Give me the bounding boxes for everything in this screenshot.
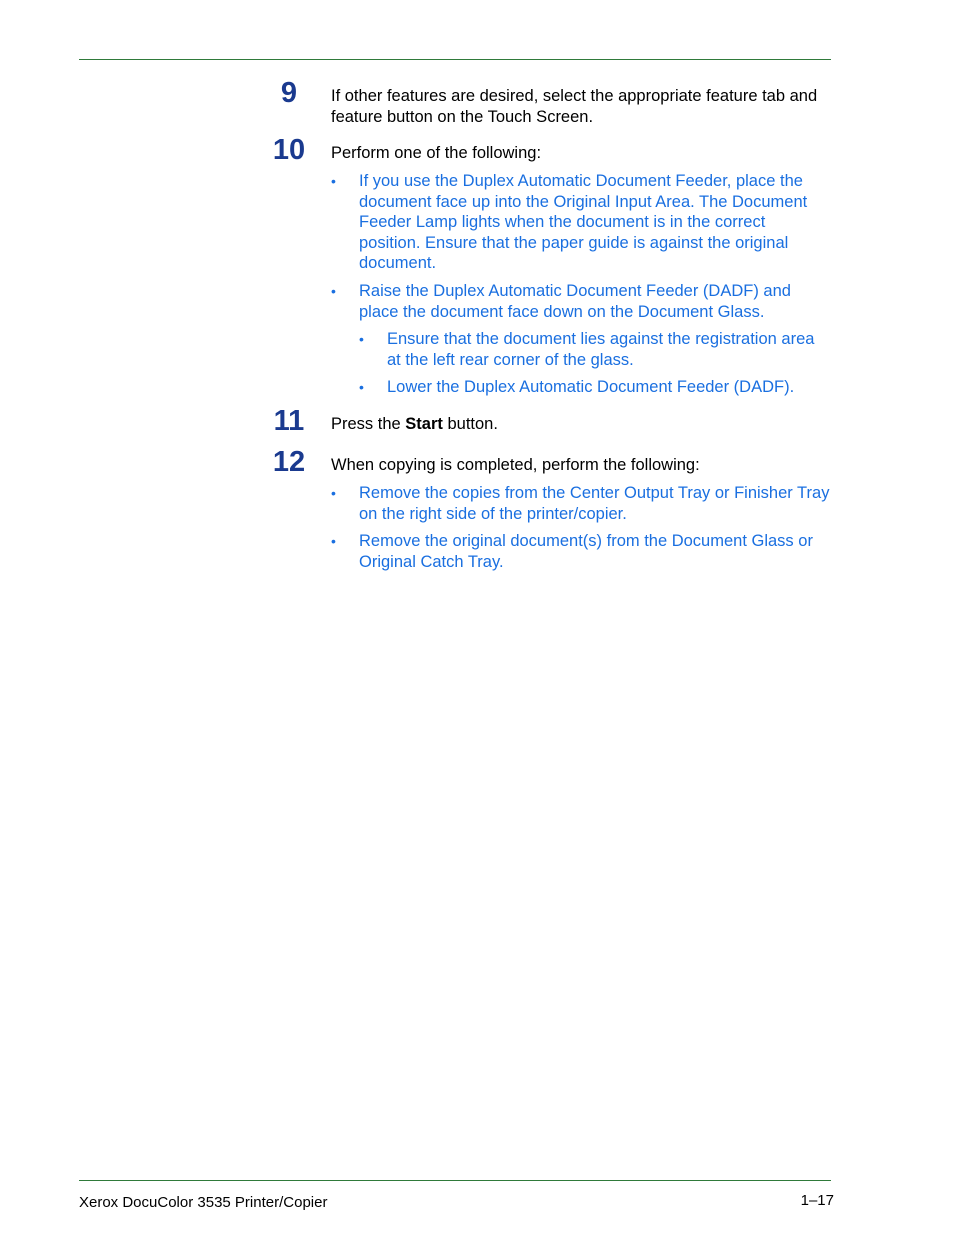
sub-list-item [359, 377, 859, 398]
step-number-12: 12 [272, 446, 306, 478]
bullet-icon: • [331, 533, 336, 549]
step-number-10: 10 [272, 134, 306, 166]
bullet-text: If you use the Duplex Automatic Document Feeder, place the document face up into the Original Input Area. The Document Feeder Lamp lights when the document is in the correct position. Ensure that the paper guide is against the original document. [359, 172, 808, 272]
step-text-11 [331, 414, 831, 435]
footer-title: Xerox DocuColor 3535 Printer/Copier [79, 1194, 328, 1211]
bullet-text: Raise the Duplex Automatic Document Feeder (DADF) and place the document face down on the Document Glass. [359, 282, 791, 321]
sub-bullet-text: Lower the Duplex Automatic Document Feeder (DADF). [387, 378, 795, 396]
bullet-icon: • [331, 283, 336, 299]
list-item [331, 483, 831, 524]
step-text-10: Perform one of the following: [331, 144, 542, 162]
bullet-icon: • [359, 379, 364, 395]
list-item [331, 171, 831, 274]
bullet-icon: • [331, 173, 336, 189]
list-item [331, 531, 831, 572]
bullet-icon: • [359, 331, 364, 347]
page-number: 1–17 [800, 1192, 834, 1209]
sub-bullet-text: Ensure that the document lies against the registration area at the left rear corner of the glass. [387, 330, 815, 369]
step-text-12: When copying is completed, perform the following: [331, 456, 700, 474]
footer-rule [79, 1180, 831, 1181]
bullet-icon: • [331, 485, 336, 501]
step-text-part: button. [442, 415, 498, 433]
step-text-part: Press the [331, 415, 406, 433]
step-number-11: 11 [273, 405, 305, 437]
step-text-9: If other features are desired, select the appropriate feature tab and feature button on the Touch Screen. [331, 87, 818, 126]
start-button-label: Start [405, 415, 443, 433]
sub-list-item [359, 329, 859, 370]
bullet-text: Remove the original document(s) from the Document Glass or Original Catch Tray. [359, 532, 813, 571]
step-number-9: 9 [280, 77, 298, 109]
list-item [331, 281, 831, 322]
header-rule [79, 59, 831, 60]
bullet-text: Remove the copies from the Center Output Tray or Finisher Tray on the right side of the printer/copier. [359, 484, 830, 523]
